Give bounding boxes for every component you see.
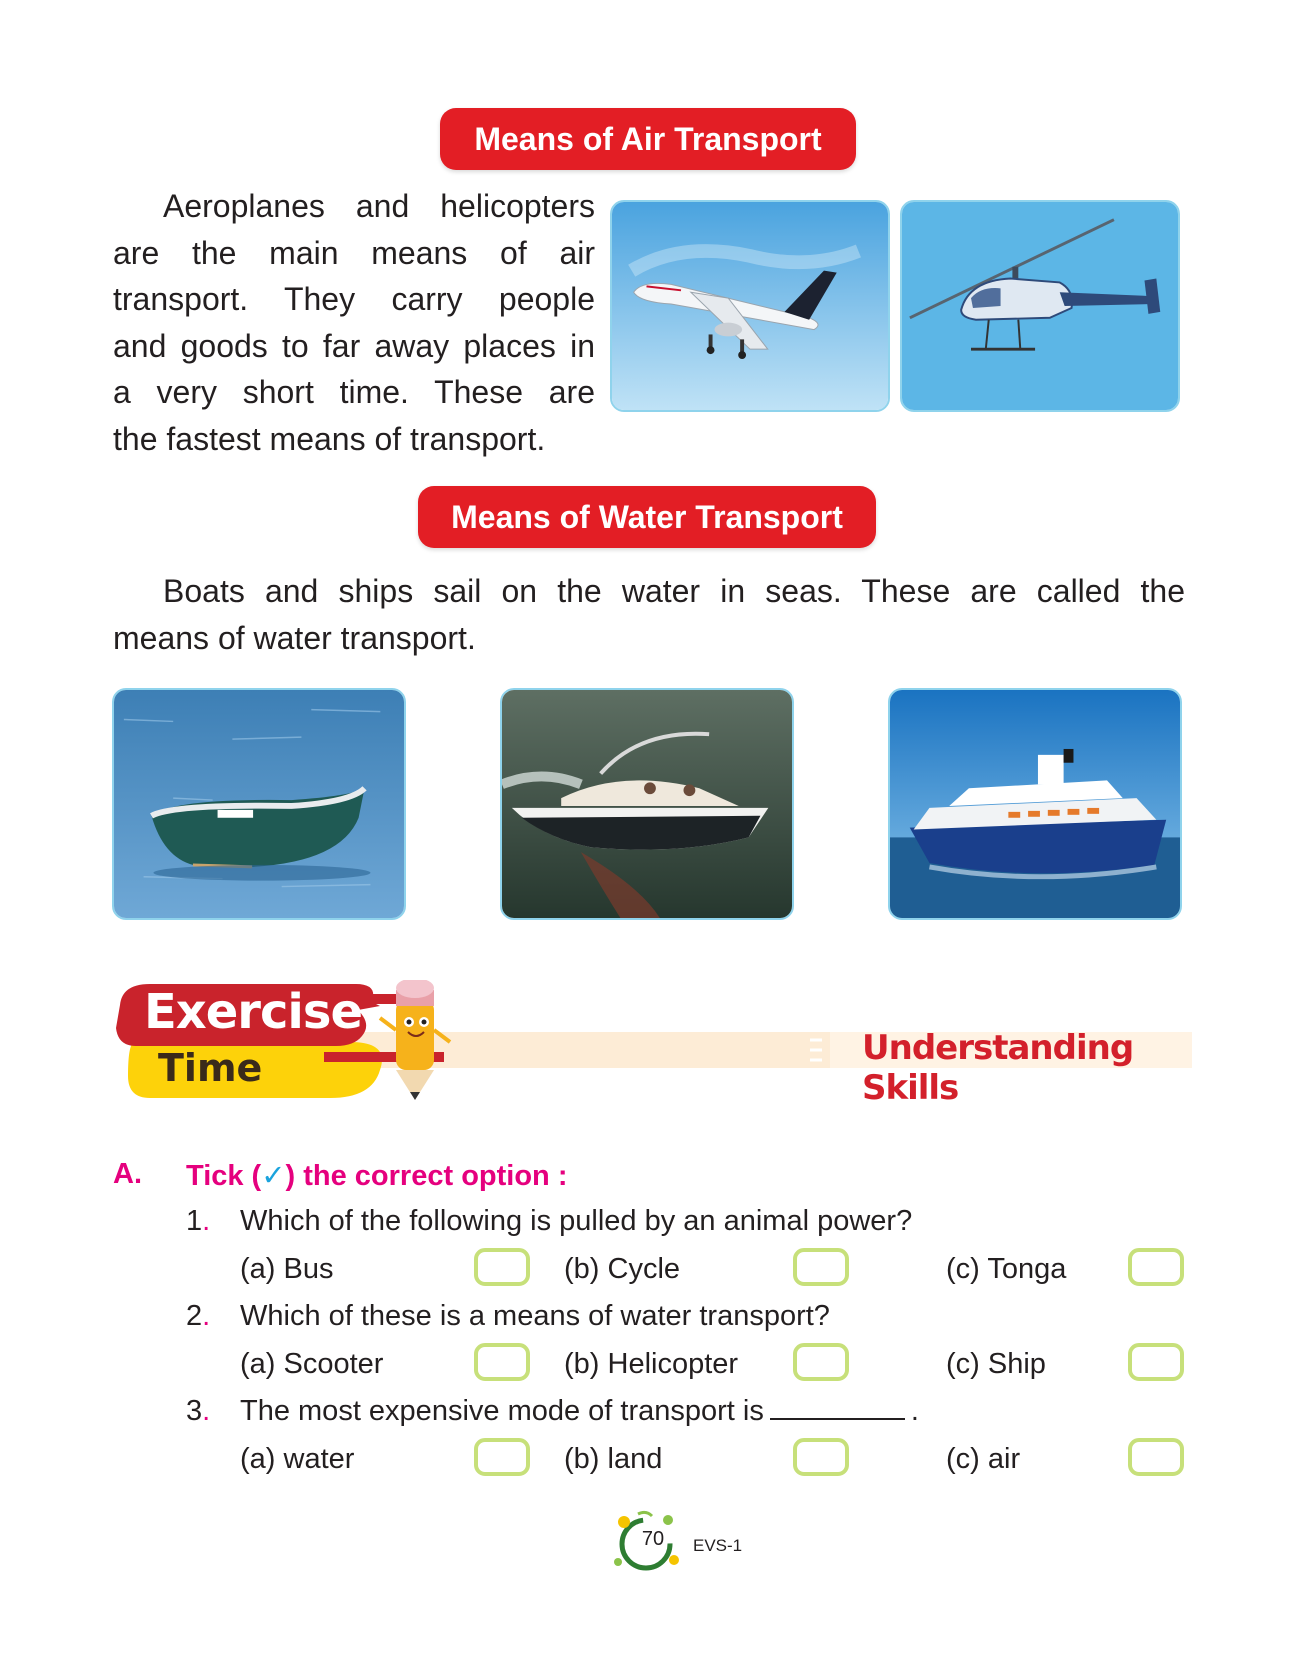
- air-transport-paragraph: [113, 183, 595, 462]
- understanding-skills-label: Understanding Skills: [862, 1028, 1134, 1108]
- question-number: 2.: [186, 1300, 211, 1332]
- q1-checkbox-a[interactable]: [474, 1248, 530, 1286]
- question-3-text: [240, 1395, 919, 1428]
- question-number: 3.: [186, 1395, 211, 1427]
- q2-option-c: (c) Ship: [946, 1348, 1046, 1380]
- question-3-stem: The most expensive mode of transport is: [240, 1395, 764, 1427]
- q2-checkbox-c[interactable]: [1128, 1343, 1184, 1381]
- question-2-text: Which of these is a means of water transport?: [240, 1300, 830, 1332]
- air-transport-heading-text: Means of Air Transport: [474, 120, 822, 157]
- cruise-ship-photo: [888, 688, 1182, 920]
- q3-checkbox-c[interactable]: [1128, 1438, 1184, 1476]
- water-transport-paragraph: [113, 568, 1185, 661]
- q1-option-a: (a) Bus: [240, 1253, 334, 1285]
- tick-instruction: [186, 1158, 567, 1193]
- page-number: 70: [641, 1528, 665, 1550]
- rowing-boat-photo: [112, 688, 406, 920]
- q2-checkbox-b[interactable]: [793, 1343, 849, 1381]
- answer-blank[interactable]: [770, 1398, 905, 1420]
- air-line-4: and goods to far away places in: [113, 327, 595, 364]
- q2-option-b: (b) Helicopter: [564, 1348, 739, 1380]
- q1-checkbox-b[interactable]: [793, 1248, 849, 1286]
- air-transport-heading: [440, 108, 856, 170]
- exercise-a-instruction: [113, 1158, 142, 1191]
- aeroplane-photo: [610, 200, 890, 412]
- exercise-time-banner: [110, 980, 1192, 1108]
- q1-checkbox-c[interactable]: [1128, 1248, 1184, 1286]
- instruction-suffix: ) the correct option :: [285, 1160, 568, 1192]
- section-letter: A.: [113, 1158, 142, 1190]
- water-transport-heading: [418, 486, 876, 548]
- instruction-prefix: Tick (: [186, 1160, 262, 1192]
- q3-option-b: (b) land: [564, 1443, 663, 1475]
- air-line-5: a very short time. These are: [113, 374, 595, 410]
- question-2: [186, 1300, 210, 1333]
- q1-option-c: (c) Tonga: [946, 1253, 1067, 1285]
- q2-checkbox-a[interactable]: [474, 1343, 530, 1381]
- question-1-text: Which of the following is pulled by an animal power?: [240, 1205, 913, 1237]
- helicopter-photo: [900, 200, 1180, 412]
- q3-checkbox-a[interactable]: [474, 1438, 530, 1476]
- speedboat-photo: [500, 688, 794, 920]
- question-number: 1.: [186, 1205, 211, 1237]
- question-1: [186, 1205, 210, 1238]
- tick-icon: ✓: [261, 1160, 286, 1192]
- air-line-2: are the main means of air: [113, 234, 595, 271]
- q3-option-a: (a) water: [240, 1443, 355, 1475]
- q2-option-a: (a) Scooter: [240, 1348, 384, 1380]
- exercise-word: Exercise: [144, 984, 363, 1040]
- water-line-2: means of water transport.: [113, 619, 476, 656]
- water-transport-heading-text: Means of Water Transport: [451, 498, 843, 535]
- water-line-1: Boats and ships sail on the water in seas. These are called the: [163, 573, 1185, 609]
- air-line-6: the fastest means of transport.: [113, 420, 546, 457]
- q1-option-b: (b) Cycle: [564, 1253, 681, 1285]
- question-3-end: .: [910, 1395, 919, 1427]
- book-label: EVS-1: [693, 1536, 743, 1555]
- air-line-1: Aeroplanes and helicopters: [163, 188, 595, 224]
- q3-option-c: (c) air: [946, 1443, 1021, 1475]
- air-line-3: transport. They carry people: [113, 281, 595, 317]
- question-3: [186, 1395, 210, 1428]
- time-word: Time: [158, 1046, 263, 1090]
- q3-checkbox-b[interactable]: [793, 1438, 849, 1476]
